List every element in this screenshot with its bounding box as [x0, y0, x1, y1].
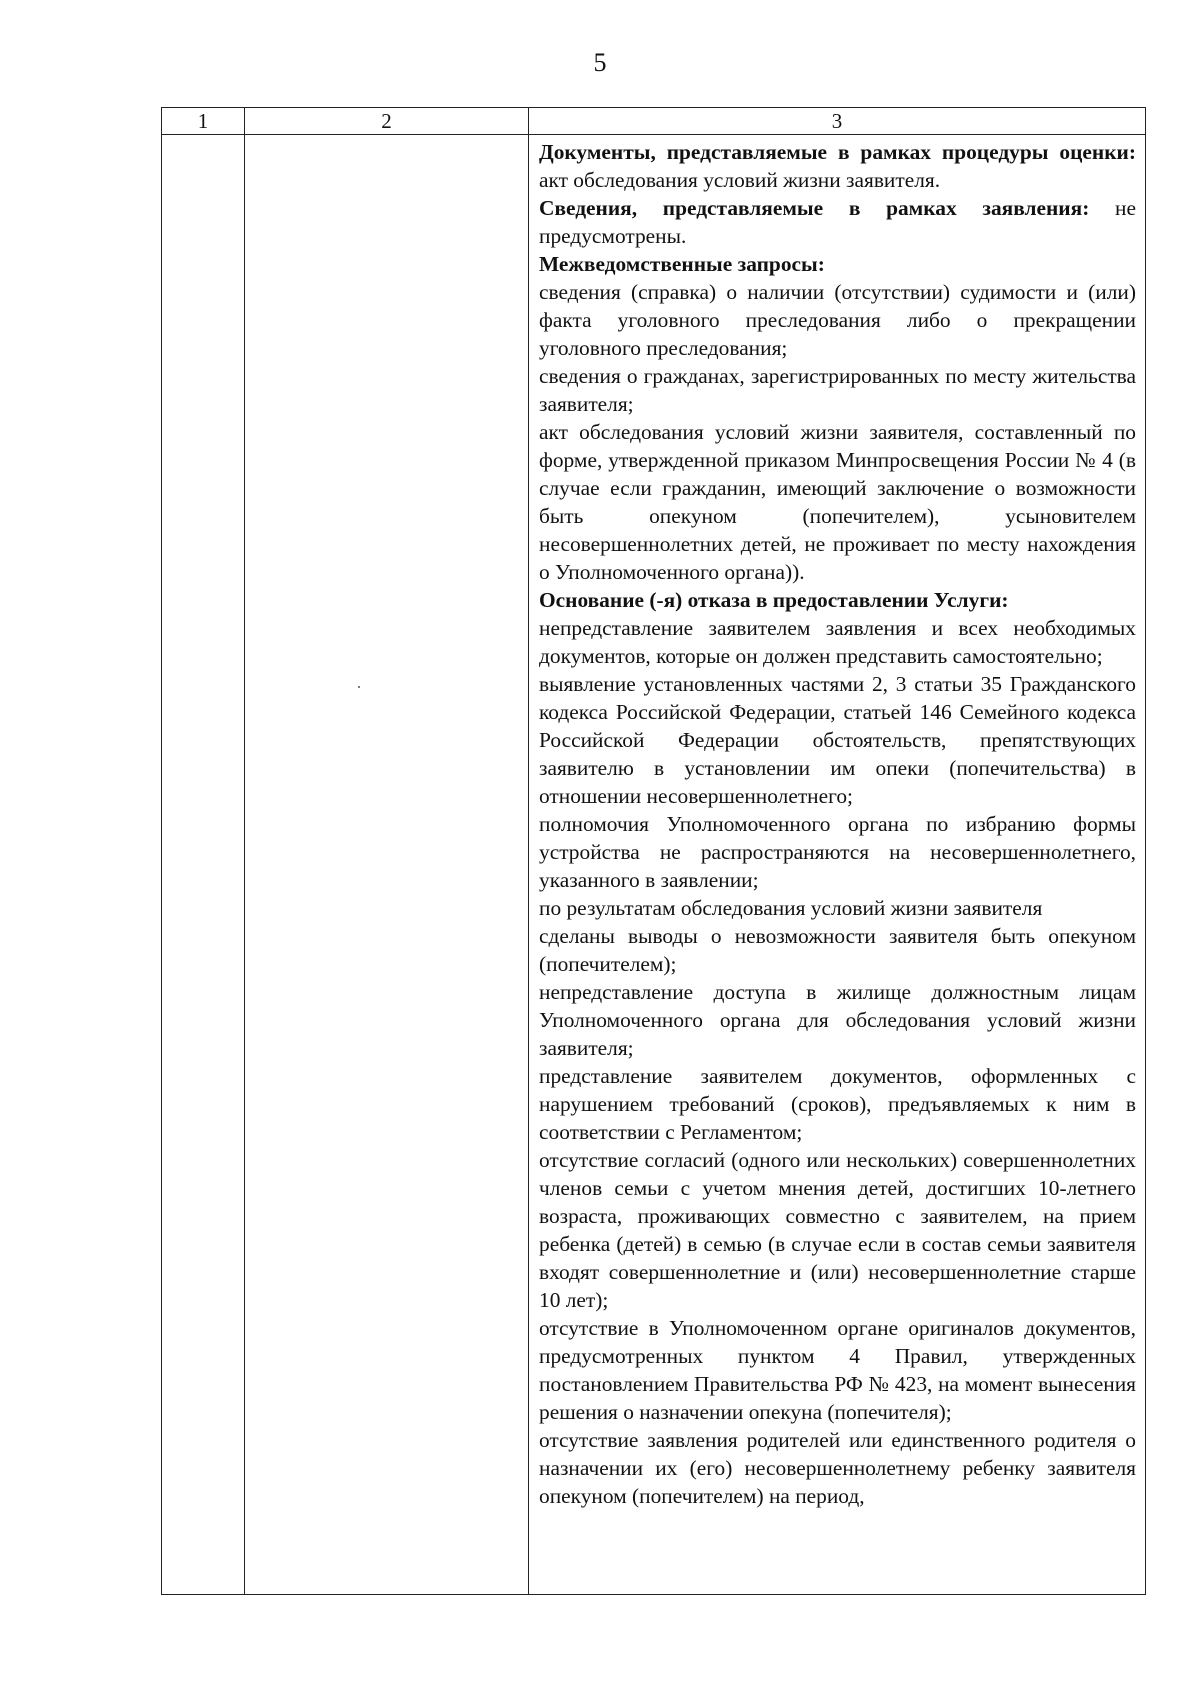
paragraph-text: непредставление доступа в жилище должностным лицам Уполномоченного органа для обследования условий жизни заявителя;	[539, 980, 1136, 1060]
paragraph-text: не предусмотрены.	[539, 196, 1136, 248]
paragraph-text: отсутствие согласий (одного или нескольких) совершеннолетних членов семьи с учетом мнения детей, достигших 10-летнего возраста, проживающих совместно с заявителем, на прием ребенка (детей) в семью (в случае если в состав семьи заявителя входят совершеннолетние и (или) несовершеннолетние старше 10 лет);	[539, 1148, 1136, 1312]
list-item	[539, 1062, 1136, 1146]
list-item	[539, 1314, 1136, 1426]
header-col-2: 2	[245, 108, 529, 135]
list-item	[539, 418, 1136, 586]
bold-lead: Межведомственные запросы:	[539, 252, 825, 276]
bold-lead: Основание (-я) отказа в предоставлении Услуги:	[539, 588, 1009, 612]
requirements-text	[539, 138, 1136, 1510]
paragraph-text: акт обследования условий жизни заявителя.	[539, 168, 941, 192]
list-item	[539, 278, 1136, 362]
paragraph-text: непредставление заявителем заявления и всех необходимых документов, которые он должен представить самостоятельно;	[539, 616, 1136, 668]
paragraph-text: отсутствие заявления родителей или единственного родителя о назначении их (его) несовершеннолетнему ребенку заявителя опекуном (попечителем) на период,	[539, 1428, 1136, 1508]
scan-speck	[358, 686, 360, 688]
header-col-1: 1	[162, 108, 245, 135]
paragraph-text: сделаны выводы о невозможности заявителя быть опекуном (попечителем);	[539, 924, 1136, 976]
header-col-3: 3	[529, 108, 1146, 135]
table-row	[162, 135, 1146, 1595]
paragraph-text: по результатам обследования условий жизни заявителя	[539, 896, 1043, 920]
list-item	[539, 1146, 1136, 1314]
paragraph-text: выявление установленных частями 2, 3 статьи 35 Гражданского кодекса Российской Федерации, статьей 146 Семейного кодекса Российской Федерации обстоятельств, препятствующих заявителю в установлении им опеки (попечительства) в отношении несовершеннолетнего;	[539, 672, 1136, 808]
section-heading	[539, 586, 1136, 614]
list-item	[539, 922, 1136, 978]
cell-col-1	[162, 135, 245, 1595]
list-item	[539, 362, 1136, 418]
paragraph-text: сведения (справка) о наличии (отсутствии) судимости и (или) факта уголовного преследования либо о прекращении уголовного преследования;	[539, 280, 1136, 360]
list-item	[539, 894, 1136, 922]
cell-col-2	[245, 135, 529, 1595]
document-table	[161, 107, 1146, 1595]
section-paragraph	[539, 194, 1136, 250]
paragraph-text: отсутствие в Уполномоченном органе оригиналов документов, предусмотренных пунктом 4 Правил, утвержденных постановлением Правительства РФ № 423, на момент вынесения решения о назначении опекуна (попечителя);	[539, 1316, 1136, 1424]
paragraph-text: полномочия Уполномоченного органа по избранию формы устройства не распространяются на несовершеннолетнего, указанного в заявлении;	[539, 812, 1136, 892]
paragraph-text: акт обследования условий жизни заявителя, составленный по форме, утвержденной приказом Минпросвещения России № 4 (в случае если гражданин, имеющий заключение о возможности быть опекуном (попечителем), усыновителем несовершеннолетних детей, не проживает по месту нахождения о Уполномоченного органа)).	[539, 420, 1136, 584]
table-header-row	[162, 108, 1146, 135]
cell-col-3	[529, 135, 1146, 1595]
list-item	[539, 810, 1136, 894]
paragraph-text: сведения о гражданах, зарегистрированных по месту жительства заявителя;	[539, 364, 1136, 416]
list-item	[539, 670, 1136, 810]
paragraph-text: представление заявителем документов, оформленных с нарушением требований (сроков), предъявляемых к ним в соответствии с Регламентом;	[539, 1064, 1136, 1144]
list-item	[539, 1426, 1136, 1510]
section-heading	[539, 250, 1136, 278]
bold-lead: Документы, представляемые в рамках процедуры оценки:	[539, 140, 1136, 164]
list-item	[539, 614, 1136, 670]
page-number: 5	[593, 48, 607, 77]
list-item	[539, 978, 1136, 1062]
bold-lead: Сведения, представляемые в рамках заявления:	[539, 196, 1090, 220]
section-paragraph	[539, 138, 1136, 194]
